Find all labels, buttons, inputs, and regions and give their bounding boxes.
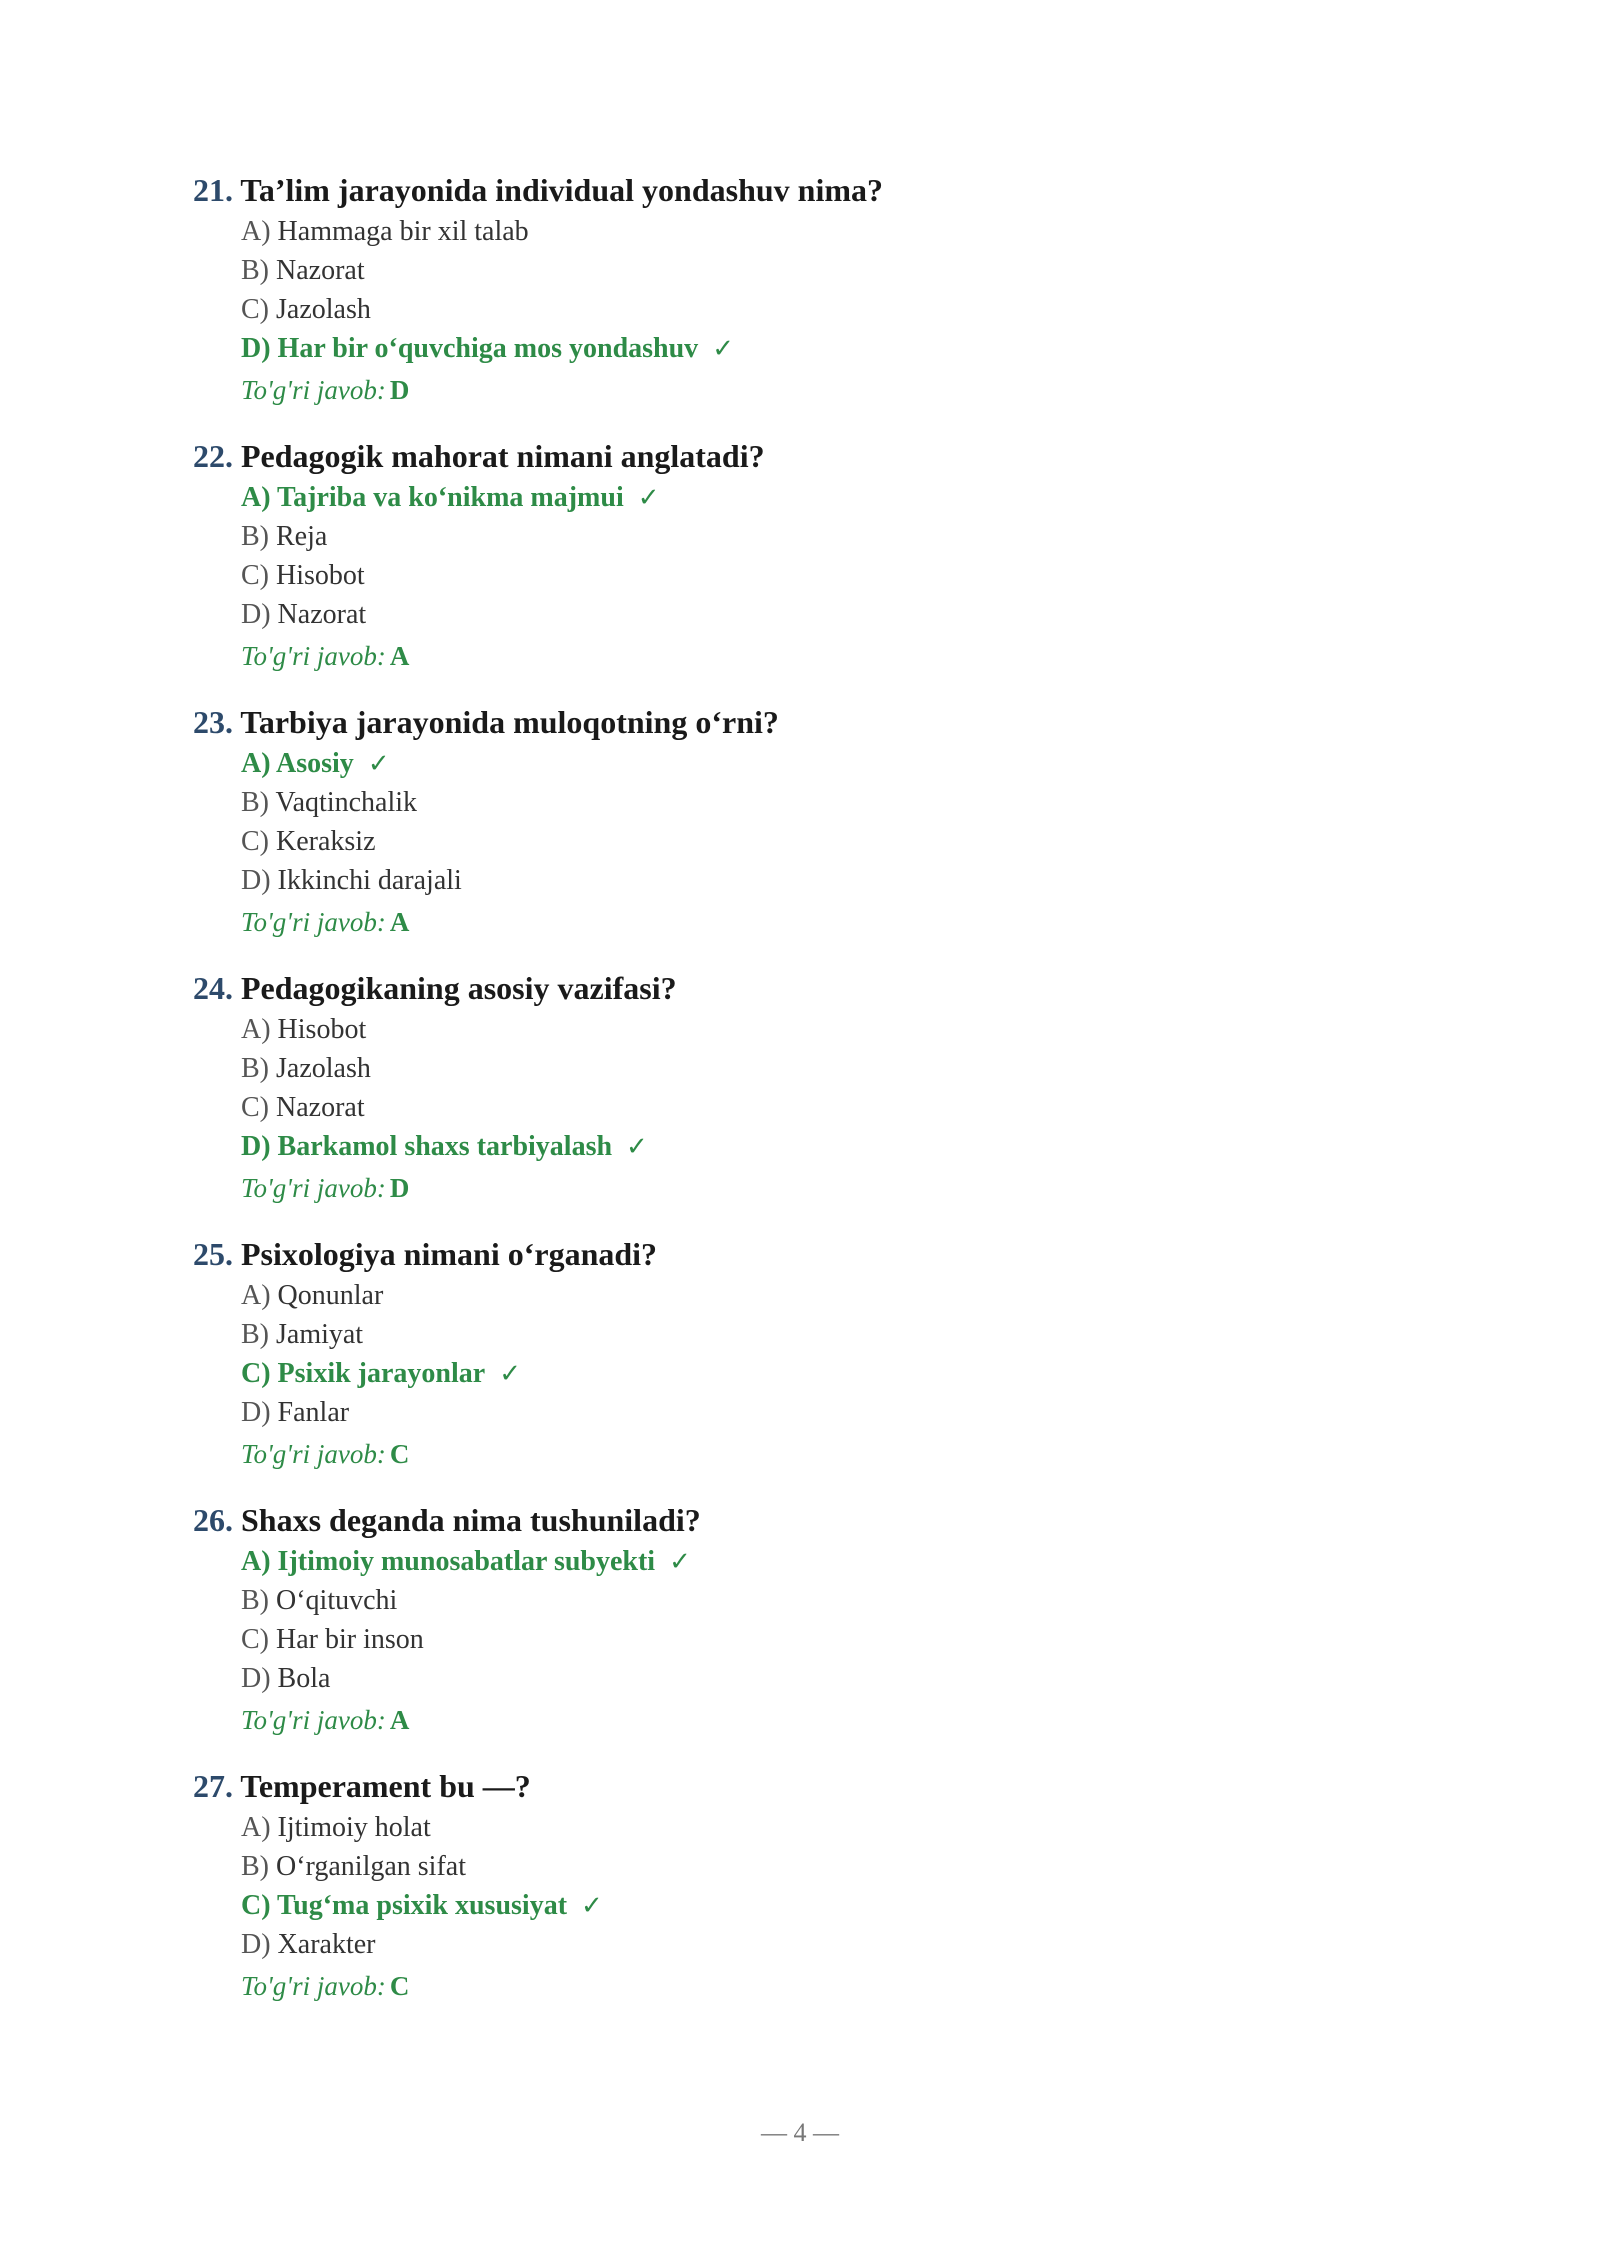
option-text: Jamiyat — [276, 1319, 364, 1350]
option-letter: D) — [241, 599, 271, 630]
option-text: Keraksiz — [276, 826, 376, 857]
answer-options — [241, 744, 1393, 900]
option-letter: B) — [241, 1851, 269, 1882]
answer-option — [241, 595, 1393, 634]
correct-option — [241, 1886, 1393, 1925]
correct-answer-value: A — [389, 907, 410, 937]
question-title — [193, 1498, 1393, 1542]
question-block — [193, 700, 1393, 966]
answer-option — [241, 1010, 1393, 1049]
option-text: Psixik jarayonlar — [277, 1358, 486, 1389]
question-block — [193, 1764, 1393, 2030]
question-number: 27. — [193, 1768, 233, 1804]
option-text: Asosiy — [276, 748, 354, 779]
checkmark-icon: ✓ — [367, 749, 390, 779]
checkmark-icon: ✓ — [499, 1359, 522, 1389]
option-text: Jazolash — [276, 294, 371, 325]
correct-answer-value: D — [389, 1173, 410, 1203]
correct-answer-label: To'g'ri javob: — [241, 1705, 386, 1735]
question-block — [193, 434, 1393, 700]
correct-answer-line — [241, 368, 1393, 412]
question-list — [193, 168, 1393, 2030]
correct-option — [241, 744, 1393, 783]
option-text: Nazorat — [277, 599, 367, 630]
option-letter: D) — [241, 1397, 271, 1428]
option-text: Bola — [277, 1663, 331, 1694]
correct-option — [241, 1127, 1393, 1166]
correct-answer-label: To'g'ri javob: — [241, 375, 386, 405]
question-title — [193, 434, 1393, 478]
option-letter: D) — [241, 333, 271, 364]
option-text: Vaqtinchalik — [275, 787, 418, 818]
correct-answer-value: A — [389, 1705, 410, 1735]
question-title — [193, 168, 1393, 212]
option-letter: A) — [241, 1812, 271, 1843]
option-text: O‘qituvchi — [276, 1585, 398, 1616]
option-letter: B) — [241, 255, 269, 286]
correct-answer-value: C — [389, 1439, 410, 1469]
correct-answer-value: D — [389, 375, 410, 405]
answer-option — [241, 1088, 1393, 1127]
question-number: 26. — [193, 1502, 233, 1538]
option-letter: D) — [241, 1929, 271, 1960]
correct-answer-label: To'g'ri javob: — [241, 641, 386, 671]
correct-answer-line — [241, 1698, 1393, 1742]
question-title — [193, 1232, 1393, 1276]
option-text: Jazolash — [276, 1053, 371, 1084]
option-letter: C) — [241, 1890, 271, 1921]
option-text: Hisobot — [276, 560, 365, 591]
correct-answer-label: To'g'ri javob: — [241, 1439, 386, 1469]
option-letter: B) — [241, 1319, 269, 1350]
question-title — [193, 966, 1393, 1010]
correct-answer-line — [241, 900, 1393, 944]
option-text: Ijtimoiy holat — [277, 1812, 431, 1843]
answer-option — [241, 212, 1393, 251]
option-text: Xarakter — [277, 1929, 376, 1960]
option-text: Nazorat — [276, 255, 365, 286]
option-text: Har bir o‘quvchiga mos yondashuv — [277, 333, 699, 364]
option-letter: A) — [241, 748, 271, 779]
answer-option — [241, 1276, 1393, 1315]
correct-option — [241, 1354, 1393, 1393]
option-letter: C) — [241, 1092, 269, 1123]
correct-option — [241, 478, 1393, 517]
answer-option — [241, 556, 1393, 595]
option-text: Qonunlar — [277, 1280, 384, 1311]
option-letter: C) — [241, 1358, 271, 1389]
option-letter: D) — [241, 1131, 271, 1162]
option-letter: C) — [241, 826, 269, 857]
answer-option — [241, 822, 1393, 861]
question-text: Pedagogik mahorat nimani anglatadi? — [241, 438, 765, 474]
answer-option — [241, 861, 1393, 900]
answer-option — [241, 251, 1393, 290]
question-text: Temperament bu —? — [240, 1768, 531, 1804]
option-letter: C) — [241, 294, 269, 325]
question-block — [193, 1232, 1393, 1498]
answer-option — [241, 1925, 1393, 1964]
answer-option — [241, 1847, 1393, 1886]
question-title — [193, 700, 1393, 744]
question-text: Ta’lim jarayonida individual yondashuv nima? — [240, 172, 883, 208]
option-text: O‘rganilgan sifat — [276, 1851, 466, 1882]
answer-option — [241, 1315, 1393, 1354]
option-letter: A) — [241, 1014, 271, 1045]
correct-option — [241, 329, 1393, 368]
answer-options — [241, 1808, 1393, 1964]
answer-option — [241, 1808, 1393, 1847]
correct-answer-line — [241, 1432, 1393, 1476]
correct-answer-value: C — [389, 1971, 410, 2001]
checkmark-icon: ✓ — [626, 1132, 648, 1162]
question-text: Shaxs deganda nima tushuniladi? — [241, 1502, 701, 1538]
option-letter: D) — [241, 1663, 271, 1694]
option-letter: C) — [241, 560, 269, 591]
correct-answer-line — [241, 1964, 1393, 2008]
correct-answer-label: To'g'ri javob: — [241, 1173, 386, 1203]
option-letter: C) — [241, 1624, 269, 1655]
correct-answer-label: To'g'ri javob: — [241, 1971, 386, 2001]
answer-options — [241, 1010, 1393, 1166]
answer-option — [241, 1049, 1393, 1088]
question-text: Psixologiya nimani o‘rganadi? — [241, 1236, 658, 1272]
checkmark-icon: ✓ — [581, 1891, 603, 1921]
option-letter: B) — [241, 787, 269, 818]
question-number: 24. — [193, 970, 233, 1006]
question-number: 22. — [193, 438, 233, 474]
question-block — [193, 168, 1393, 434]
correct-answer-line — [241, 1166, 1393, 1210]
option-text: Tug‘ma psixik xususiyat — [277, 1890, 568, 1921]
option-letter: A) — [241, 1280, 271, 1311]
option-text: Tajriba va ko‘nikma majmui — [277, 482, 624, 513]
correct-answer-label: To'g'ri javob: — [241, 907, 386, 937]
option-letter: A) — [241, 216, 271, 247]
question-block — [193, 966, 1393, 1232]
option-text: Har bir inson — [276, 1624, 424, 1655]
option-letter: B) — [241, 1585, 269, 1616]
answer-options — [241, 1542, 1393, 1698]
answer-option — [241, 290, 1393, 329]
answer-option — [241, 1581, 1393, 1620]
checkmark-icon: ✓ — [637, 483, 660, 513]
answer-options — [241, 212, 1393, 368]
option-text: Barkamol shaxs tarbiyalash — [277, 1131, 613, 1162]
option-letter: A) — [241, 1546, 271, 1577]
option-text: Hammaga bir xil talab — [277, 216, 529, 247]
answer-option — [241, 1393, 1393, 1432]
option-text: Fanlar — [277, 1397, 350, 1428]
answer-option — [241, 517, 1393, 556]
question-block — [193, 1498, 1393, 1764]
option-letter: B) — [241, 521, 269, 552]
option-text: Ikkinchi darajali — [277, 865, 462, 896]
answer-option — [241, 1620, 1393, 1659]
answer-option — [241, 1659, 1393, 1698]
answer-option — [241, 783, 1393, 822]
question-text: Tarbiya jarayonida muloqotning o‘rni? — [240, 704, 779, 740]
question-number: 23. — [193, 704, 233, 740]
question-title — [193, 1764, 1393, 1808]
answer-options — [241, 478, 1393, 634]
option-letter: D) — [241, 865, 271, 896]
option-letter: A) — [241, 482, 271, 513]
checkmark-icon: ✓ — [669, 1547, 691, 1577]
option-letter: B) — [241, 1053, 269, 1084]
question-text: Pedagogikaning asosiy vazifasi? — [241, 970, 677, 1006]
question-number: 25. — [193, 1236, 233, 1272]
page-number: — 4 — — [761, 2118, 839, 2147]
option-text: Hisobot — [277, 1014, 367, 1045]
correct-option — [241, 1542, 1393, 1581]
question-number: 21. — [193, 172, 233, 208]
option-text: Reja — [276, 521, 328, 552]
option-text: Ijtimoiy munosabatlar subyekti — [277, 1546, 656, 1577]
checkmark-icon: ✓ — [712, 334, 734, 364]
correct-answer-line — [241, 634, 1393, 678]
correct-answer-value: A — [389, 641, 410, 671]
answer-options — [241, 1276, 1393, 1432]
option-text: Nazorat — [276, 1092, 365, 1123]
